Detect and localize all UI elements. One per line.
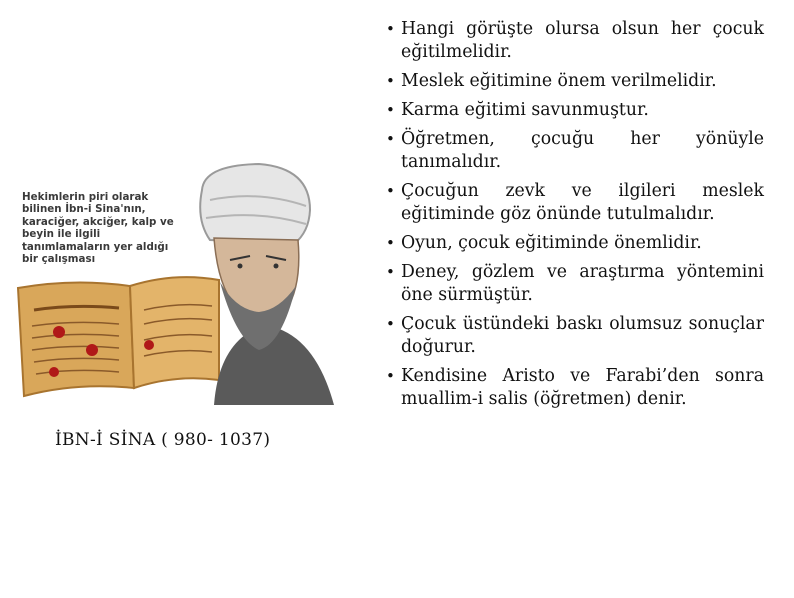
list-item-text: Çocuğun zevk ve ilgileri meslek eğitiminde göz önünde tutulmalıdır.: [401, 181, 764, 224]
name-label: İBN-İ SİNA ( 980- 1037): [55, 430, 271, 450]
bullet-icon: •: [386, 263, 395, 281]
caption-line: tanımlamaların yer aldığı: [22, 240, 169, 253]
manuscript-caption: [22, 191, 212, 265]
bullet-icon: •: [386, 182, 395, 200]
list-item: [384, 180, 764, 226]
list-item-text: Meslek eğitimine önem verilmelidir.: [401, 71, 717, 91]
list-item: [384, 365, 764, 411]
list-item-text: Öğretmen, çocuğu her yönüyle tanımalıdır.: [401, 129, 764, 172]
list-item-text: Karma eğitimi savunmuştur.: [401, 100, 649, 120]
caption-line: beyin ile ilgili: [22, 228, 101, 241]
caption-line: bir çalışması: [22, 253, 96, 266]
list-item: [384, 232, 764, 255]
list-item-text: Hangi görüşte olursa olsun her çocuk eğitilmelidir.: [401, 19, 764, 62]
caption-line: karaciğer, akciğer, kalp ve: [22, 215, 174, 228]
list-item-text: Çocuk üstündeki baskı olumsuz sonuçlar doğurur.: [401, 314, 764, 357]
list-item: [384, 70, 764, 93]
bullet-icon: •: [386, 130, 395, 148]
bullet-icon: •: [386, 101, 395, 119]
list-item-text: Deney, gözlem ve araştırma yöntemini öne sürmüştür.: [401, 262, 764, 305]
caption-line: bilinen İbn-i Sina'nın,: [22, 203, 146, 216]
bullet-icon: •: [386, 315, 395, 333]
list-item: [384, 313, 764, 359]
bullet-icon: •: [386, 20, 395, 38]
list-item-text: Kendisine Aristo ve Farabi’den sonra muallim-i salis (öğretmen) denir.: [401, 366, 764, 409]
principles-list: [384, 18, 764, 417]
ibn-sina-portrait: [200, 164, 334, 405]
list-item: [384, 261, 764, 307]
list-item: [384, 18, 764, 64]
list-item-text: Oyun, çocuk eğitiminde önemlidir.: [401, 233, 702, 253]
list-item: [384, 128, 764, 174]
manuscript-book-image: [18, 277, 219, 396]
bullet-icon: •: [386, 234, 395, 252]
bullet-icon: •: [386, 367, 395, 385]
caption-line: Hekimlerin piri olarak: [22, 191, 149, 203]
list-item: [384, 99, 764, 122]
bullet-icon: •: [386, 72, 395, 90]
